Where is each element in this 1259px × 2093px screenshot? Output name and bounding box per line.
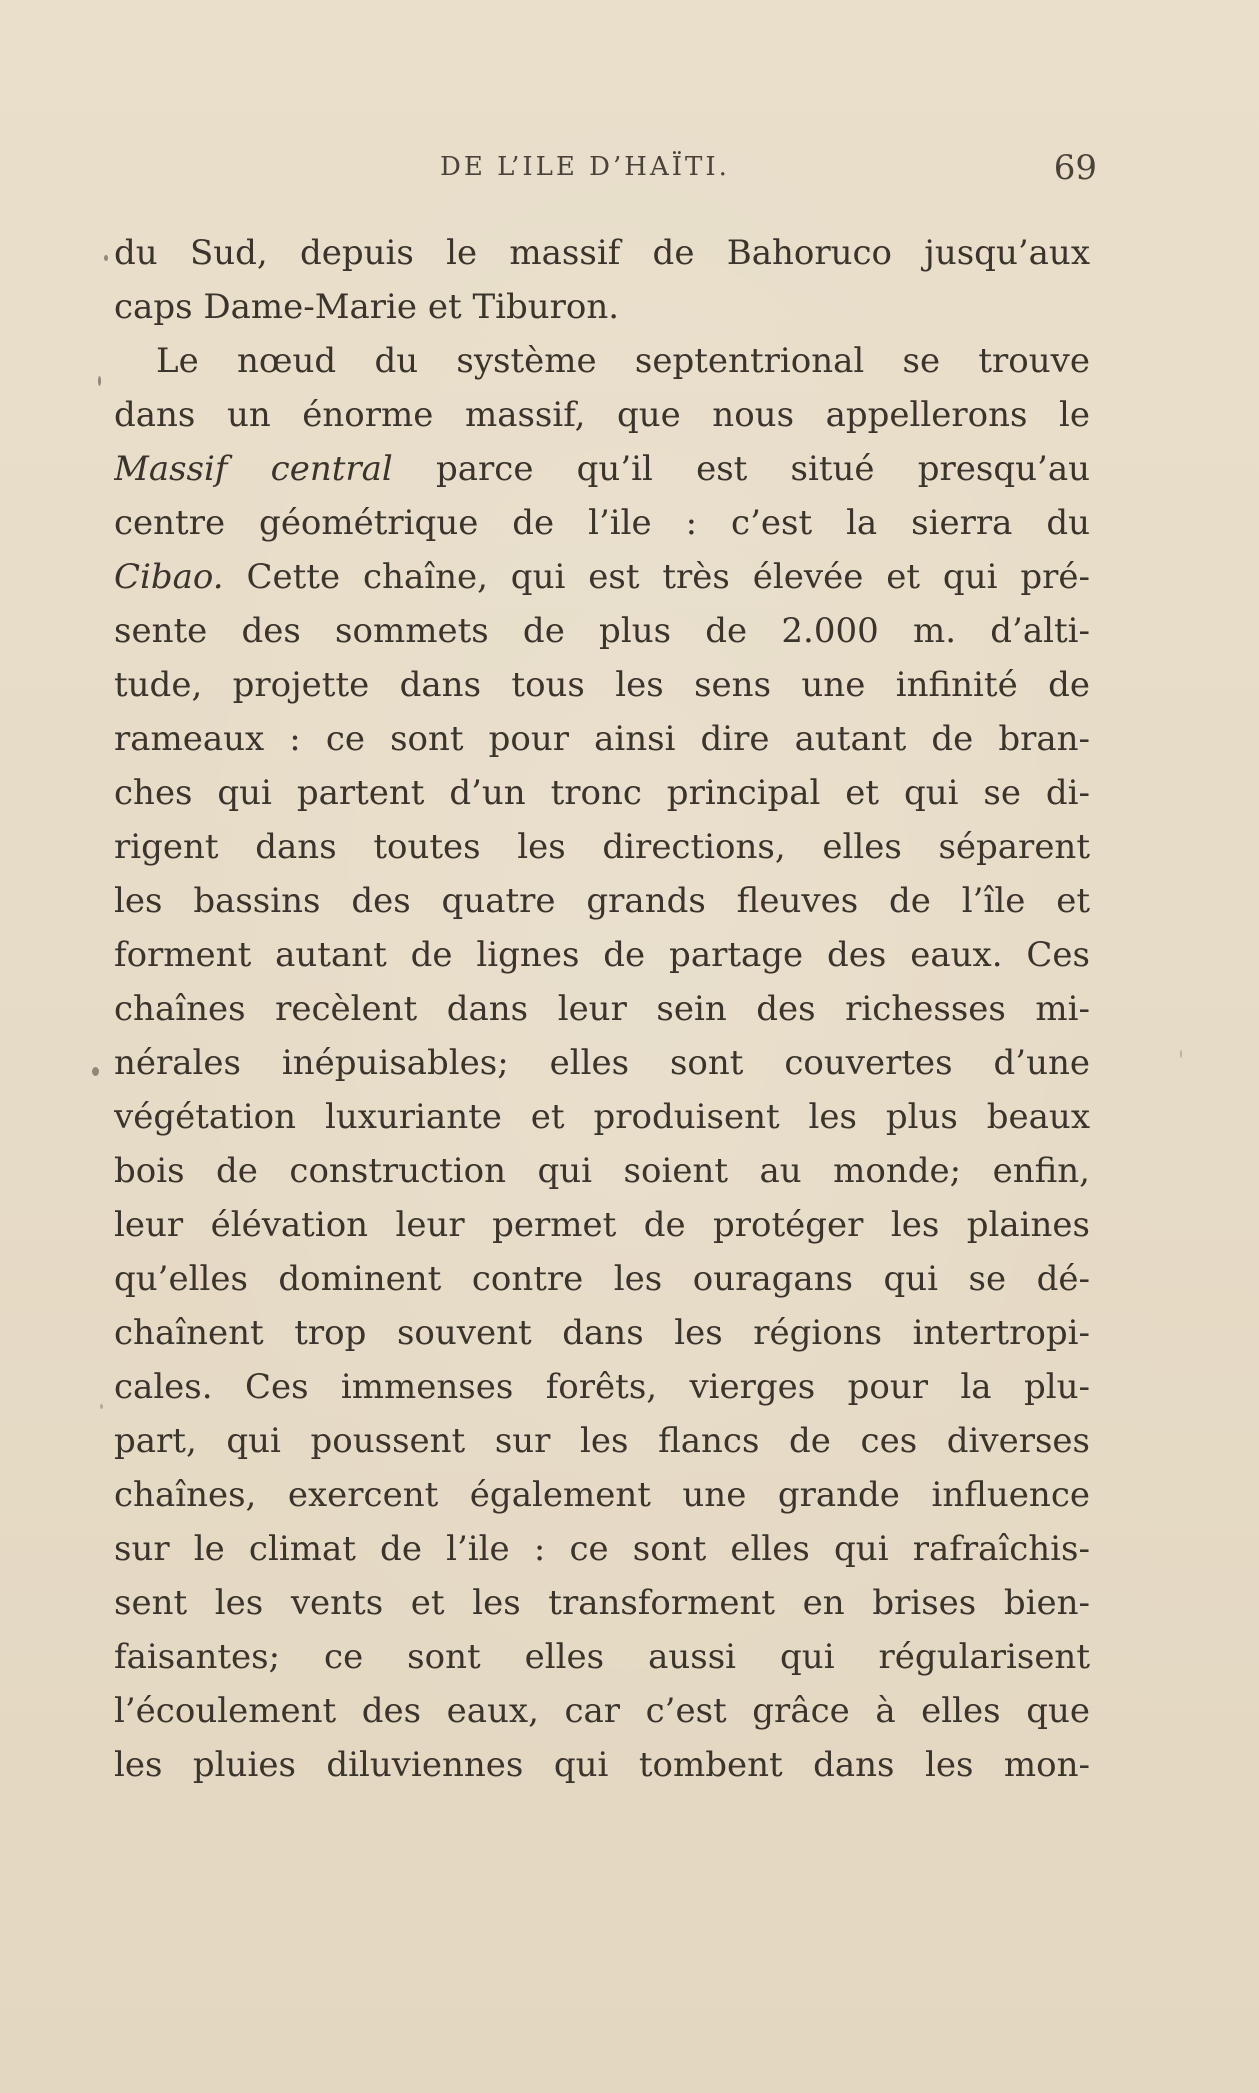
text-line: cales. Ces immenses forêts, vierges pour la plu- [114,1367,1090,1407]
margin-speck [92,1067,99,1076]
text-line: Cibao. Cette chaîne, qui est très élevée et qui pré- [114,557,1090,597]
text-line: chaînent trop souvent dans les régions intertropi- [114,1313,1090,1353]
text-line: centre géométrique de l’ile : c’est la sierra du [114,503,1090,543]
text-line: qu’elles dominent contre les ouragans qui se dé- [114,1259,1090,1299]
text-line: bois de construction qui soient au monde; enfin, [114,1151,1090,1191]
margin-speck [1180,1050,1182,1058]
text-line: leur élévation leur permet de protéger les plaines [114,1205,1090,1245]
text-line: caps Dame-Marie et Tiburon. [114,287,620,327]
body-text [114,226,1090,1792]
page-number: 69 [1053,148,1097,188]
text-line: dans un énorme massif, que nous appellerons le [114,395,1090,435]
text-line: les bassins des quatre grands fleuves de l’île et [114,881,1090,921]
margin-speck [104,255,108,261]
text-line: Massif central parce qu’il est situé presqu’au [114,449,1090,489]
text-line: faisantes; ce sont elles aussi qui régularisent [114,1637,1090,1677]
italic-term: Massif central [114,449,393,489]
text-line: Le nœud du système septentrional se trouve [156,341,1090,381]
margin-speck [100,1404,103,1409]
text-line: sur le climat de l’ile : ce sont elles qui rafraîchis- [114,1529,1090,1569]
text-line: sent les vents et les transforment en brises bien- [114,1583,1090,1623]
text-line: part, qui poussent sur les flancs de ces diverses [114,1421,1090,1461]
text-line: ches qui partent d’un tronc principal et qui se di- [114,773,1090,813]
italic-term: Cibao. [114,557,224,597]
text-line: du Sud, depuis le massif de Bahoruco jusqu’aux [114,233,1090,273]
text-line: rigent dans toutes les directions, elles séparent [114,827,1090,867]
text-line: l’écoulement des eaux, car c’est grâce à elles que [114,1691,1090,1731]
text-line: sente des sommets de plus de 2.000 m. d’alti- [114,611,1090,651]
text-line: chaînes, exercent également une grande influence [114,1475,1090,1515]
margin-speck [98,376,101,386]
running-head: DE L’ILE D’HAÏTI. [440,152,730,182]
text-line: nérales inépuisables; elles sont couvertes d’une [114,1043,1090,1083]
text-line: rameaux : ce sont pour ainsi dire autant de bran- [114,719,1090,759]
text-line: chaînes recèlent dans leur sein des richesses mi- [114,989,1090,1029]
text-line: végétation luxuriante et produisent les plus beaux [114,1097,1090,1137]
text-line: forment autant de lignes de partage des eaux. Ces [114,935,1090,975]
text-line: les pluies diluviennes qui tombent dans les mon- [114,1745,1090,1785]
text-line: tude, projette dans tous les sens une infinité de [114,665,1090,705]
